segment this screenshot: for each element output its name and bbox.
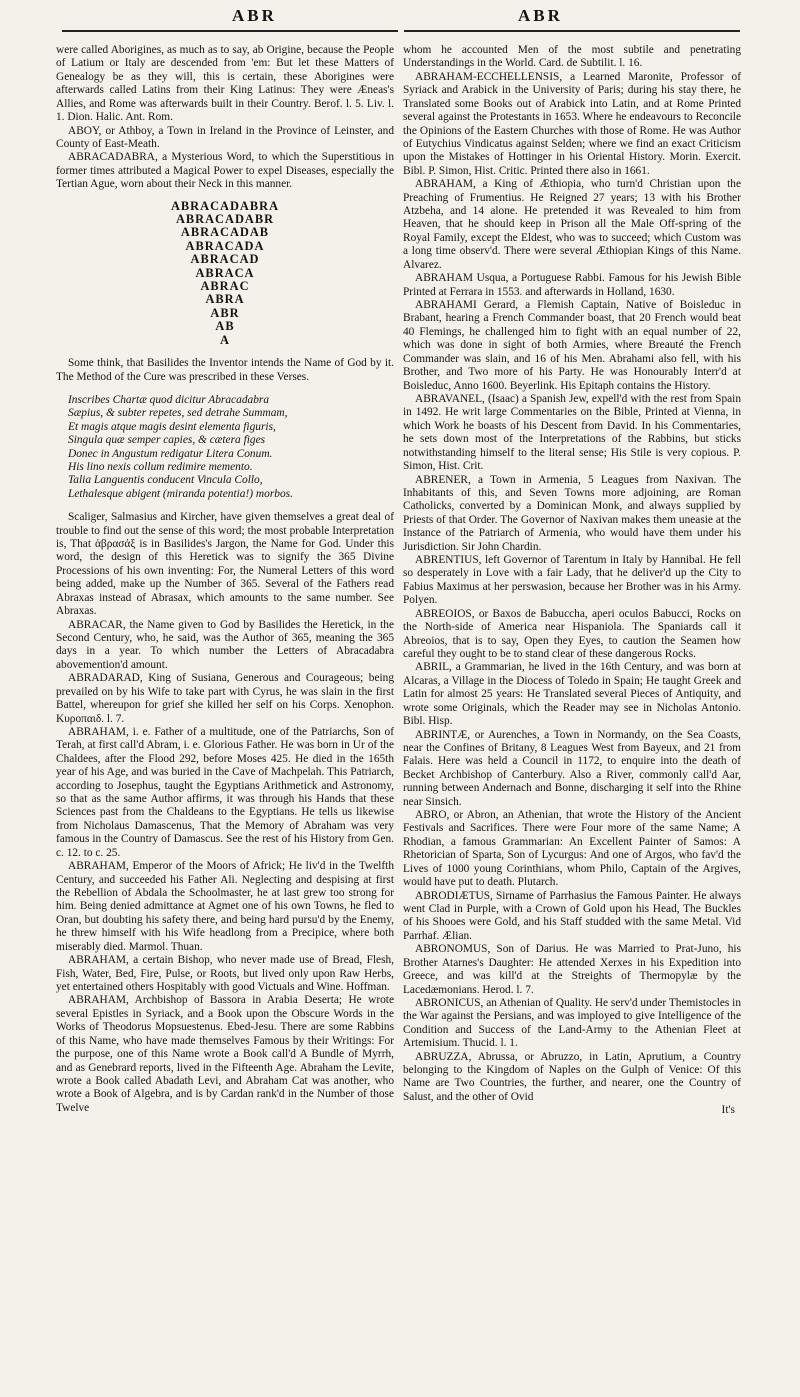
verse-line: Donec in Angustum redigatur Litera Conum. — [68, 447, 273, 460]
triangle-line: ABRACADA — [185, 238, 265, 253]
triangle-line: ABRACADABR — [175, 212, 275, 227]
verse-line: His lino nexis collum redimire memento. — [68, 460, 253, 473]
triangle-line: ABRACADABRA — [170, 198, 280, 213]
triangle-line: ABRACAD — [190, 252, 260, 267]
verse-line: Sæpius, & subter repetes, sed detrahe Summam, — [68, 407, 288, 420]
verse-line: Lethalesque abigent (miranda potentia!) morbos. — [68, 487, 293, 500]
header-rule-right — [404, 30, 740, 32]
entry-abravanel: ABRAVANEL, (Isaac) a Spanish Jew, expell'd with the rest from Spain in 1492. He writ large Commentaries on the Bible, Printed at Vienna, in which Work he boasts of his Descent from David. In his Commentaries, he sets down most of the Interpretations of the Rabbins, but sticks notwithstanding himself to the literal sense; His Stile is very copious. P. Simon, Hist. Crit. — [403, 392, 741, 473]
entry-abracadabra-note: Some think, that Basilides the Inventor intends the Name of God by it. The Method of the Cure was prescribed in these Verses. — [56, 357, 394, 383]
entry-abrener: ABRENER, a Town in Armenia, 5 Leagues from Naxivan. The Inhabitants of this, and Seven Towns more adjoining, are Roman Catholicks, converted by a Dominican Monk, and always supplied by Priests of that Order. The Governor of Naxivan makes them uneasie at the Instance of the Patriarch of Armenia, who would have them under his Jurisdiction. Sir John Chardin. — [403, 473, 741, 553]
entry-abracar: ABRACAR, the Name given to God by Basilides the Heretick, in the Second Century, who, he said, was the Author of 365, meaning the 365 days in a year. To which number the Letters of Abracadabra abovemention'd amount. — [56, 618, 394, 671]
header-rule-left — [62, 30, 398, 32]
entry-continuation: whom he accounted Men of the most subtile and penetrating Understandings in the World. Card. de Subtilit. l. 16. — [403, 44, 741, 70]
left-column — [56, 44, 394, 1115]
entry-abruzza: ABRUZZA, Abrussa, or Abruzzo, in Latin, Aprutium, a Country belonging to the Kingdom of Naples on the Gulph of Venice: Of this Name are Two Countries, the further, and nearer, one the Country of Salust, and the other of Ovid — [403, 1050, 741, 1103]
triangle-line: ABRACA — [195, 265, 255, 280]
triangle-line: ABRACADAB — [180, 225, 270, 240]
entry-abronomus: ABRONOMUS, Son of Darius. He was Married to Prat-Juno, his Brother Atarnes's Daughter: He attended Xerxes in his Expedition into Greece, and was kill'd at the Streights of Thermopylæ by the Lacedæmonians. Herod. l. 7. — [403, 943, 741, 996]
entry-abraham-archbishop: ABRAHAM, Archbishop of Bassora in Arabia Deserta; He wrote several Epistles in Syriack, and a Book upon the Obscure Words in the Works of Theodorus Mopsuestenus. Ebed-Jesu. There are some Rabbins of this Name, who have made themselves Famous by their Writings: For the purpose, one of this Name wrote a Book call'd A Bundle of Myrrh, and as Genebrard reports, lived in the Fifteenth Age. Abraham the Levite, wrote a Book called Abadath Levi, and Abraham Cat was another, who wrote a Book of Algebra, and is by Cardan rank'd in the Number of those Twelve — [56, 994, 394, 1114]
entry-abro: ABRO, or Abron, an Athenian, that wrote the History of the Ancient Festivals and Sacrifices. There were Four more of the same Name; A Rhodian, a famous Grammarian: An Excellent Painter of Samos: A Rhetorician of Sparta, Son of Lycurgus: And one of Argos, who fav'd the Lives of 1000 young Corinthians, whom Philo, Captain of the Argives, would have put to death. Plutarch. — [403, 809, 741, 889]
running-head — [0, 0, 800, 42]
triangle-line: AB — [215, 319, 235, 334]
entry-aboy: ABOY, or Athboy, a Town in Ireland in the Province of Leinster, and County of East-Meath. — [56, 124, 394, 150]
entry-abraham-ecchellensis: ABRAHAM-ECCHELLENSIS, a Learned Maronite, Professor of Syriack and Arabick in the University of Paris; during his stay there, he Translated some Books out of Arabick into Latin, and at Rome Printed several against the Protestants in 1653. Where he endeavours to Reconcile the Opinions of the Eastern Churches with those of Rome. He was Author of Eutychius Vindicatus against Selden; where we find an exact Criticism upon the Mistakes of Hottinger in his Oriental History. Morin. Exercit. Bibl. P. Simon, Hist. Critic. Printed there also in 1661. — [403, 70, 741, 177]
triangle-line: ABRA — [205, 292, 245, 307]
entry-abrintae: ABRINTÆ, or Aurenches, a Town in Normandy, on the Sea Coasts, near the Confines of Britany, 8 Leagues West from Bayeux, and 21 from Falais. Here was held a Council in 1172, to enquire into the death of Becket Archbishop of Canterbury. Also a River, commonly call'd Aar, running between Andernach and Bonne, discharging it self into the Rhine near Sinsich. — [403, 728, 741, 808]
entry-abraham-patriarch: ABRAHAM, i. e. Father of a multitude, one of the Patriarchs, Son of Terah, at first call'd Abram, i. e. Glorious Father. He was born in Ur of the Chaldees, after the Flood 292, before Moses 425. He died in the 165th year of his Age, and was buried in the Cave of Machpelah. This Patriarch, according to Josephus, taught the Egyptians Arithmetick and Astronomy, so that as the same Author affirms, it was through his Hands that these Sciences past from the Chaldeans to the Egyptians. He tells us likewise from Nicholaus Damascenus, That the Memory of Abraham was very famous in the Country of Damascus. See the rest of his History from Gen. c. 12. to c. 25. — [56, 725, 394, 859]
verse-line: Et magis atque magis desint elementa figuris, — [68, 420, 276, 433]
running-head-right: ABR — [518, 6, 563, 25]
verse-line: Singula quæ semper capies, & cætera figes — [68, 434, 266, 447]
triangle-line: ABRAC — [200, 279, 250, 294]
entry-aborigines-end: were called Aborigines, as much as to say, ab Origine, because the People of Latium or Italy are descended from 'em: But let these Matters of Genealogy be as they will, this is certain, these Aborigines were afterwards called Latins from their King Latinus: They were Æneas's Allies, and Rome was afterwards built in their Country. Berof. l. 5. Liv. l. 1. Dion. Halic. Ant. Rom. — [56, 44, 394, 124]
entry-abraham-emperor: ABRAHAM, Emperor of the Moors of Africk; He liv'd in the Twelfth Century, and succeeded his Father Ali. Neglecting and despising at first the Rebellion of Abdala the Schoolmaster, he at last grew too strong for him. Being denied admittance at Agmet one of his own Towns, he fled to Oran, but doubting his safety there, and being hard pursu'd by the Enemy, he threw himself with his Wife headlong from a Precipice, where both miserably died. Marmol. Thuan. — [56, 860, 394, 953]
triangle-line: A — [220, 332, 230, 347]
latin-verse — [56, 394, 394, 501]
entry-abrodiaetus: ABRODIÆTUS, Sirname of Parrhasius the Famous Painter. He always went Clad in Purple, with a Crown of Gold upon his Head, The Buckles of his Shooes were Gold, and his Staff studded with the same Metal. Vid Parrhaf. Ælian. — [403, 889, 741, 942]
entry-abreoios: ABREOIOS, or Baxos de Babuccha, aperi oculos Babucci, Rocks on the North-side of America near Hispaniola. The Spaniards call it Abreoios, that is to say, Open they Eyes, to caution the Seamen how careful they ought to be to stand clear of these dangerous Rocks. — [403, 607, 741, 660]
entry-abril: ABRIL, a Grammarian, he lived in the 16th Century, and was born at Alcaras, a Village in the Diocess of Toledo in Spain; He taught Greek and Latin for almost 25 years: He Translated several Pieces of Antiquity, and wrote some Originals, which the Reader may see in Nicholas Antonio. Bibl. Hisp. — [403, 661, 741, 728]
entry-abrahami: ABRAHAMI Gerard, a Flemish Captain, Native of Boisleduc in Brabant, hearing a French Commander boast, that 20 French would beat 40 Flemings, he challenged him to fight with an equal number of 22, which was done in sight of both Armies, where Breauté the French Commander was slain, and 16 of his Men. Abrahami also fell, with his Brother, and Two more of his Party. He was Honourably Interr'd at Boisleduc, Anno 1600. Beyerlink. His Epitaph contains the History. — [403, 299, 741, 392]
entry-abraham-bishop: ABRAHAM, a certain Bishop, who never made use of Bread, Flesh, Fish, Water, Bed, Fire, Pulse, or Roots, but lived only upon Raw Herbs, yet entertained others Hospitably with good Victuals and Wine. Hoffman. — [56, 954, 394, 993]
verse-line: Inscribes Chartæ quod dicitur Abracadabra — [68, 393, 270, 406]
entry-abracadabra: ABRACADABRA, a Mysterious Word, to which the Superstitious in former times attributed a Magical Power to expel Diseases, especially the Tertian Ague, worn about their Neck in this manner. — [56, 151, 394, 191]
entry-abradarad: ABRADARAD, King of Susiana, Generous and Courageous; being prevailed on by his Wife to take part with Cyrus, he was slain in the first Battel, whereupon for grief she killed her self on his Corps. Xenophon. Κυροπαιδ. l. 7. — [56, 672, 394, 725]
entry-abraham-usqua: ABRAHAM Usqua, a Portuguese Rabbi. Famous for his Jewish Bible Printed at Ferrara in 1553. and afterwards in Holland, 1630. — [403, 272, 741, 298]
entry-abraham-aethiopia: ABRAHAM, a King of Æthiopia, who turn'd Christian upon the Preaching of Frumentius. He Reigned 27 years; 13 with his Brother Atzbeha, and 14 alone. He pretended it was Revealed to him from Heaven, that he should keep in Prison all the Male Off-spring of the Royal Family, except the Eldest, who was to succeed; which Custom was a long time observ'd. There were several Æthiopian Kings of this Name. Alvarez. — [403, 178, 741, 271]
running-head-left: ABR — [232, 6, 277, 25]
entry-abracadabra-interpretation: Scaliger, Salmasius and Kircher, have given themselves a great deal of trouble to find out the sense of this word; the most probable Interpretation is, That ἁβρασάξ is in Basilides's Jargon, the Name for God. Under this word, the design of this Heretick was to signify the 365 Divine Processions of his own inventing: For, the Numeral Letters of this word being added, make up the Number of 365. Several of the Fathers read Abraxas instead of Abrasax, which amounts to the same number. See Abraxas. — [56, 511, 394, 618]
catchword: It's — [721, 1104, 735, 1117]
abracadabra-triangle — [56, 200, 394, 347]
verse-line: Talia Languentis conducent Vincula Collo, — [68, 474, 263, 487]
entry-abronicus: ABRONICUS, an Athenian of Quality. He serv'd under Themistocles in the War against the Persians, and was imployed to give Intelligence of the Condition and Success of the Land-Army to the Athenian Fleet at Artemisium. Thucid. l. 1. — [403, 996, 741, 1050]
triangle-line: ABR — [210, 305, 240, 320]
entry-abrentius: ABRENTIUS, left Governor of Tarentum in Italy by Hannibal. He fell so desperately in Love with a fair Lady, that he deliver'd up the City to Fabius Maximus at her perswasion, because her Brother was in his Army. Polyen. — [403, 554, 741, 607]
right-column — [403, 44, 741, 1117]
